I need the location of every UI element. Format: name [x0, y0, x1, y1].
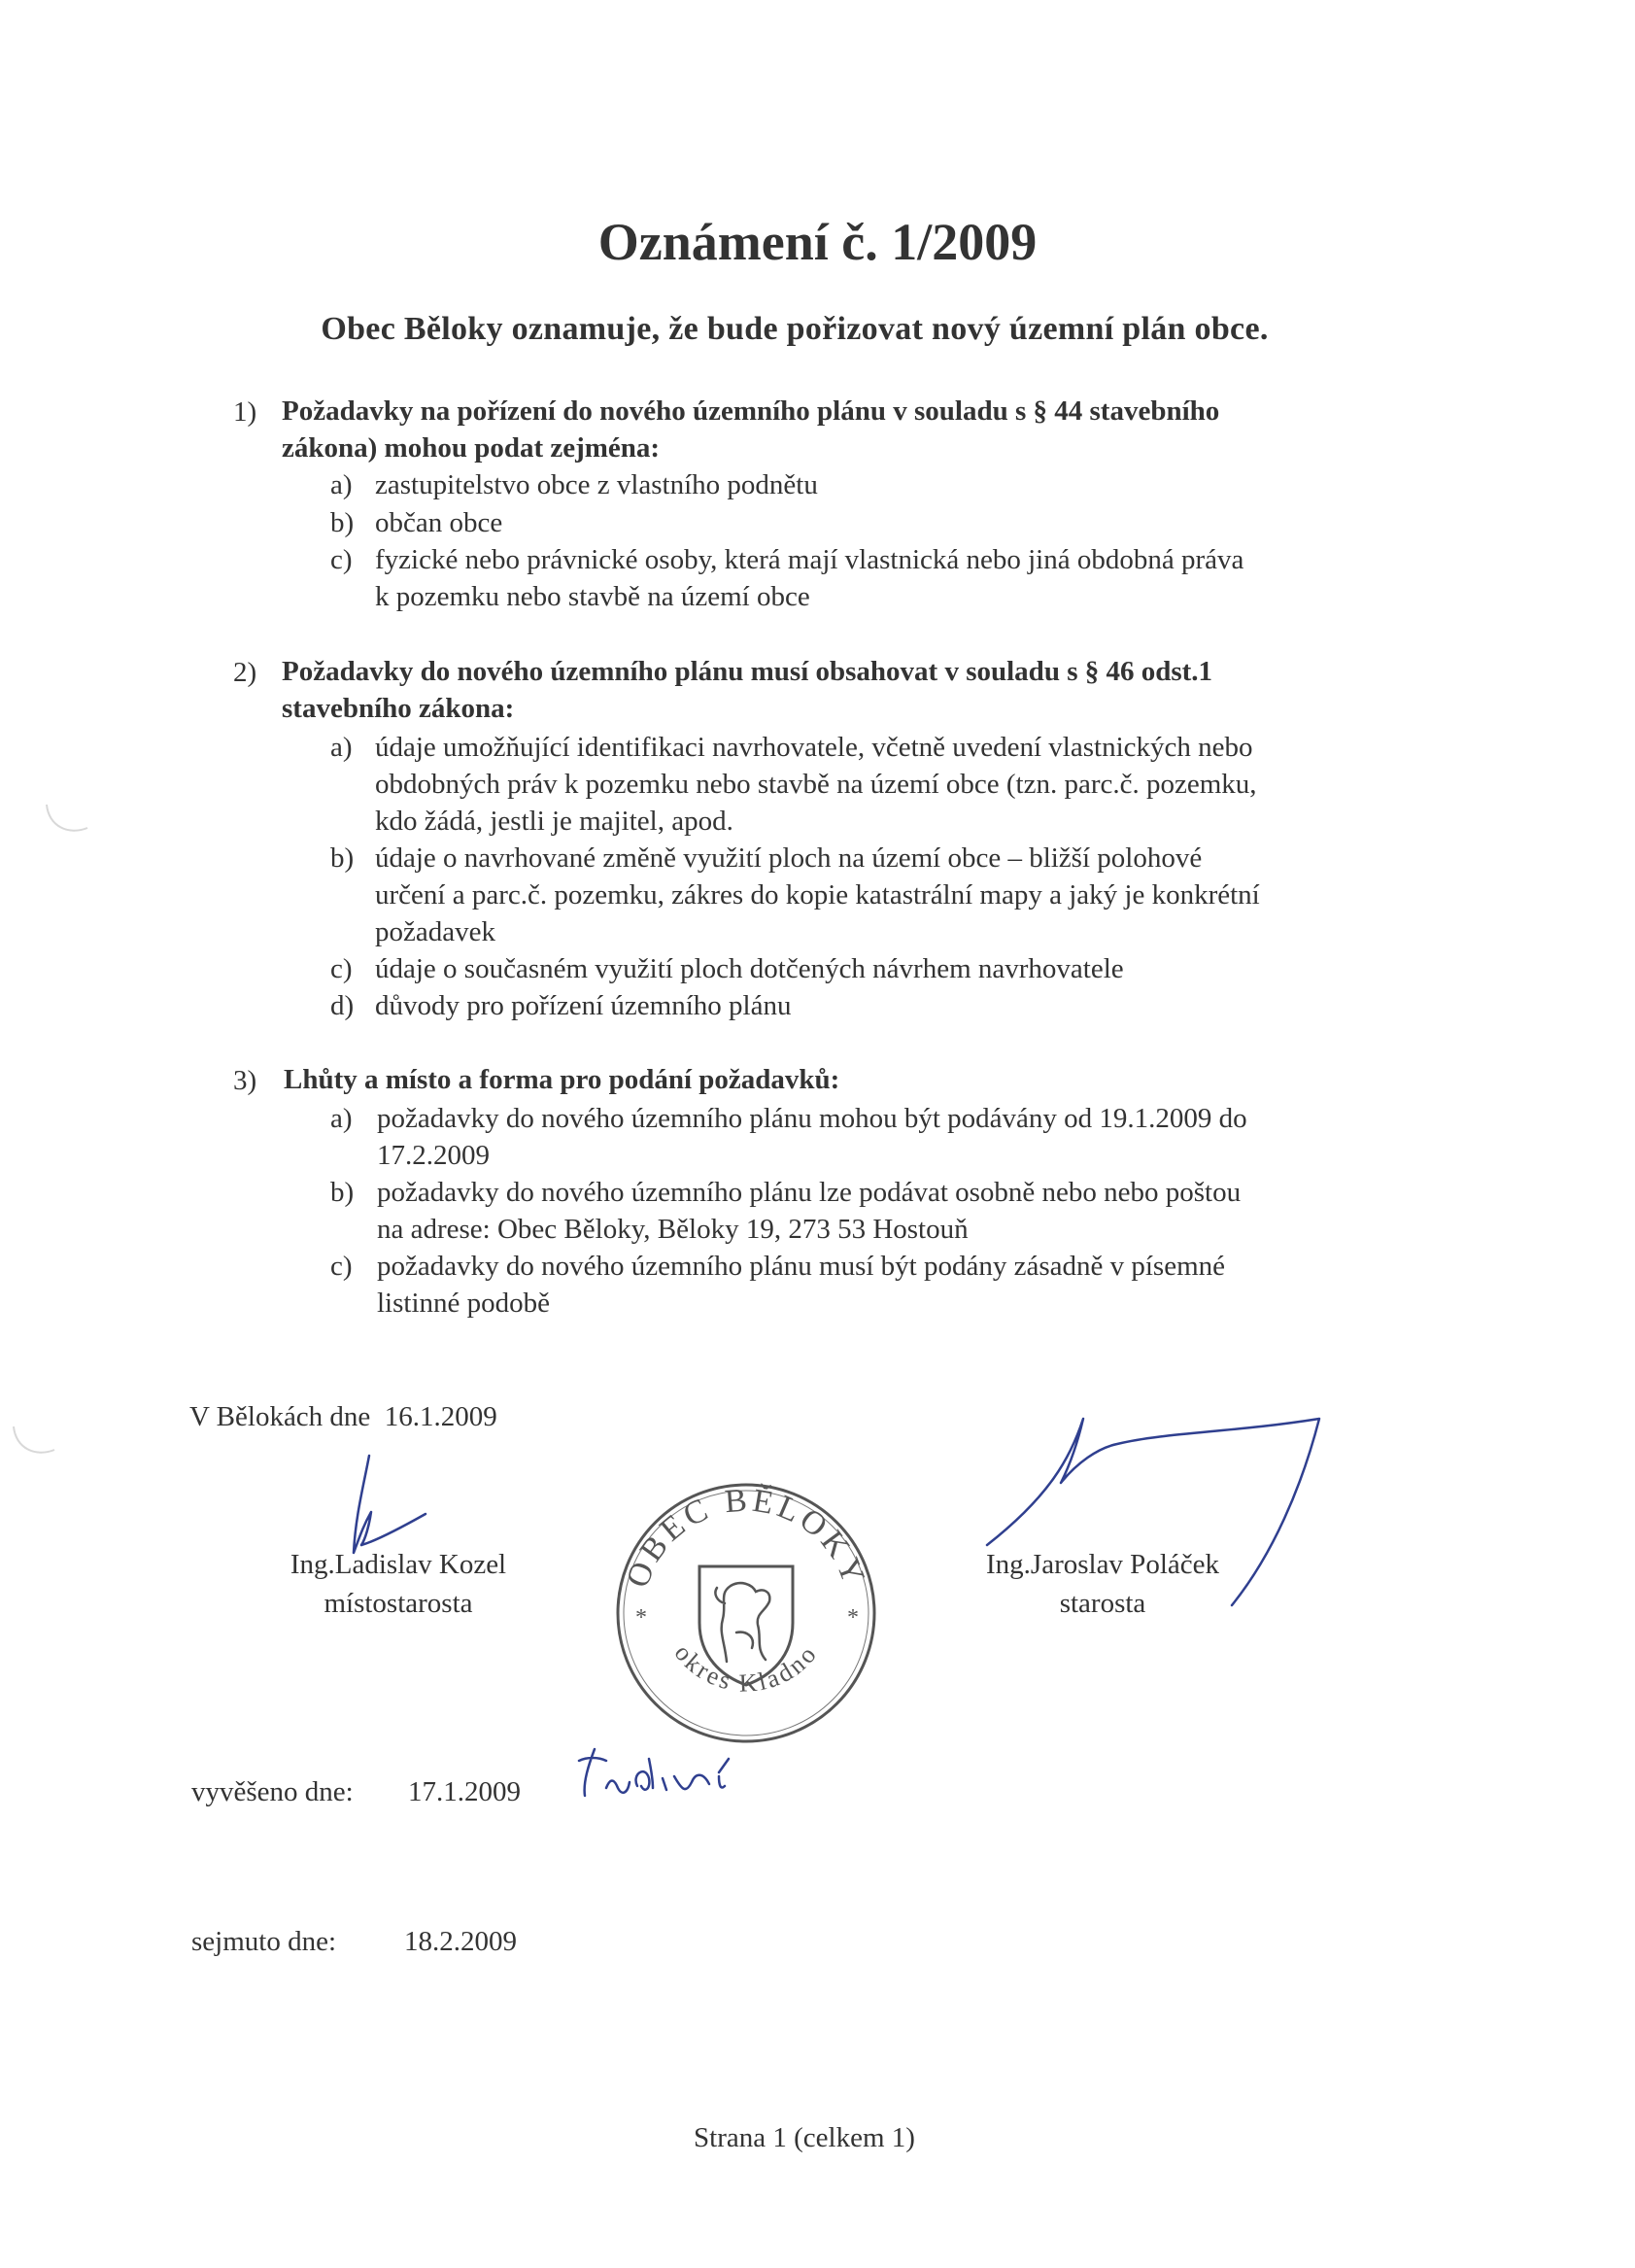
- list-item-letter: b): [330, 1177, 355, 1208]
- svg-text:OBEC BĚLOKY: OBEC BĚLOKY: [619, 1482, 873, 1593]
- list-item-letter: a): [330, 732, 353, 763]
- list-item-text: [375, 541, 1243, 615]
- posted-date: 17.1.2009: [408, 1776, 521, 1807]
- signatory-name: Ing.Ladislav Kozel: [290, 1549, 507, 1580]
- stamp-seal-icon: [610, 1477, 882, 1749]
- list-item: [330, 1174, 1496, 1252]
- list-item-line: požadavky do nového územního plánu musí být podány zásadně v písemné: [377, 1251, 1226, 1282]
- section-heading: [282, 393, 1219, 466]
- list-item-line: kdo žádá, jestli je majitel, apod.: [375, 806, 733, 837]
- list-item: [330, 840, 1496, 956]
- removed-date: 18.2.2009: [404, 1926, 517, 1957]
- list-item-letter: d): [330, 990, 355, 1021]
- signatory-name: Ing.Jaroslav Poláček: [986, 1549, 1219, 1580]
- list-item-line: požadavky do nového územního plánu lze podávat osobně nebo nebo poštou: [377, 1177, 1242, 1208]
- list-item-text: důvody pro pořízení územního plánu: [375, 990, 792, 1021]
- svg-text:*: *: [847, 1605, 859, 1631]
- list-item-line: k pozemku nebo stavbě na území obce: [375, 581, 810, 612]
- document-subtitle: Obec Běloky oznamuje, že bude pořizovat nový územní plán obce.: [321, 311, 1269, 347]
- signatory-role: starosta: [1059, 1588, 1146, 1619]
- section-heading-line: zákona) mohou podat zejména:: [282, 432, 661, 464]
- list-item: [330, 729, 1496, 845]
- posted-label: vyvěšeno dne:: [191, 1776, 354, 1807]
- list-item-line: požadavek: [375, 916, 495, 947]
- list-item-line: určení a parc.č. pozemku, zákres do kopie katastrální mapy a jaký je konkrétní: [375, 879, 1260, 911]
- document-title: Oznámení č. 1/2009: [597, 213, 1038, 271]
- section-heading-line: Požadavky na pořízení do nového územního plánu v souladu s § 44 stavebního: [282, 395, 1220, 427]
- list-item-letter: b): [330, 507, 355, 538]
- section-heading: [284, 1061, 839, 1098]
- list-item: [330, 504, 1496, 543]
- list-item-text: [377, 1100, 1247, 1174]
- list-item-text: zastupitelstvo obce z vlastního podnětu: [375, 469, 818, 500]
- scan-artifact-icon: [6, 1419, 64, 1467]
- scan-artifact-icon: [39, 797, 97, 845]
- list-item-text: občan obce: [375, 507, 503, 538]
- list-item-letter: c): [330, 544, 353, 575]
- list-item: [330, 466, 1496, 505]
- list-item-text: údaje o současném využití ploch dotčených návrhem navrhovatele: [375, 953, 1124, 984]
- signatory-block: [937, 1545, 1268, 1623]
- list-item-line: údaje umožňující identifikaci navrhovatele, včetně uvedení vlastnických nebo: [375, 732, 1253, 763]
- list-item-text: [377, 1248, 1225, 1322]
- list-item-letter: b): [330, 842, 355, 874]
- svg-text:*: *: [635, 1605, 647, 1631]
- list-item-line: obdobných práv k pozemku nebo stavbě na území obce (tzn. parc.č. pozemku,: [375, 769, 1257, 800]
- list-item-line: na adrese: Obec Běloky, Běloky 19, 273 53 Hostouň: [377, 1214, 969, 1245]
- list-item-letter: a): [330, 469, 353, 500]
- section-heading-line: stavebního zákona:: [282, 693, 515, 724]
- list-item-line: požadavky do nového územního plánu mohou být podávány od 19.1.2009 do: [377, 1103, 1247, 1134]
- place-date: V Bělokách dne 16.1.2009: [189, 1401, 497, 1432]
- list-item-letter: c): [330, 953, 353, 984]
- svg-text:okres Kladno: okres Kladno: [668, 1638, 824, 1698]
- list-item-letter: a): [330, 1103, 353, 1134]
- list-item-text: [375, 840, 1260, 950]
- list-item-line: fyzické nebo právnické osoby, která mají vlastnická nebo jiná obdobná práva: [375, 544, 1244, 575]
- section-number: 2): [233, 657, 257, 688]
- posted-signature-icon: [573, 1739, 777, 1807]
- list-item: [330, 541, 1496, 619]
- signatory-block: [272, 1545, 525, 1623]
- list-item-letter: c): [330, 1251, 353, 1282]
- list-item: [330, 1248, 1496, 1325]
- section-heading-line: Požadavky do nového územního plánu musí obsahovat v souladu s § 46 odst.1: [282, 656, 1213, 687]
- list-item-text: [375, 729, 1257, 840]
- removed-label: sejmuto dne:: [191, 1926, 337, 1957]
- list-item-line: listinné podobě: [377, 1288, 551, 1319]
- list-item-text: [377, 1174, 1241, 1248]
- section-heading-line: Lhůty a místo a forma pro podání požadavků:: [284, 1064, 840, 1095]
- list-item: [330, 950, 1496, 989]
- section-heading: [282, 653, 1212, 727]
- section-number: 3): [233, 1065, 257, 1096]
- section-number: 1): [233, 396, 257, 428]
- list-item: [330, 1100, 1496, 1178]
- list-item: [330, 987, 1496, 1026]
- signatory-role: místostarosta: [324, 1588, 473, 1619]
- list-item-line: údaje o navrhované změně využití ploch na území obce – bližší polohové: [375, 842, 1203, 874]
- page-footer: Strana 1 (celkem 1): [694, 2122, 915, 2153]
- list-item-line: 17.2.2009: [377, 1140, 490, 1171]
